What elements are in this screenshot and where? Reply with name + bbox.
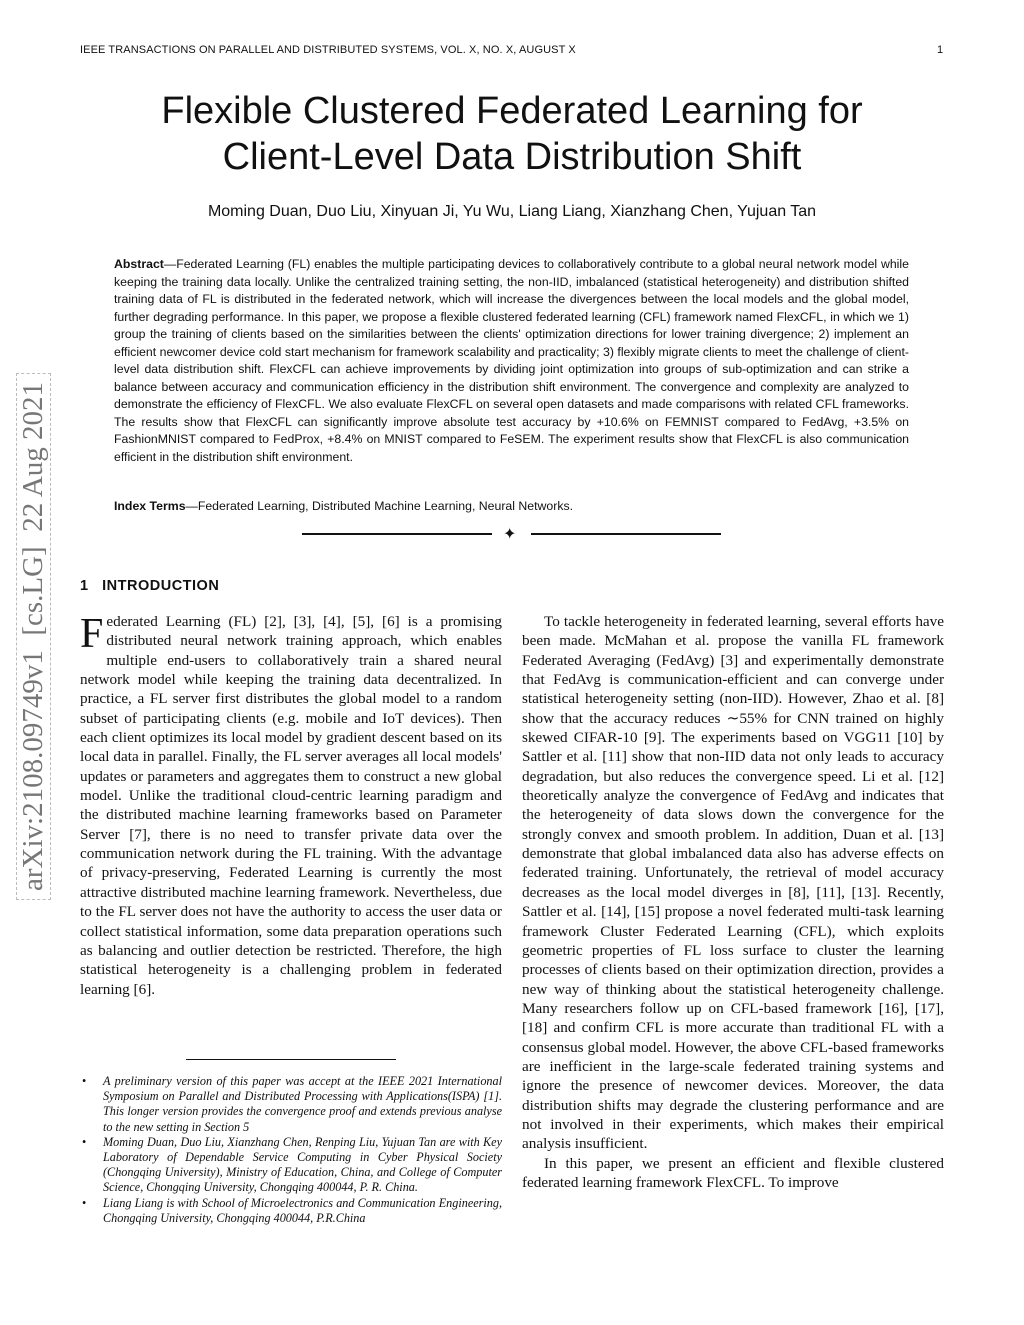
abstract (114, 256, 909, 466)
divider-right (531, 533, 721, 535)
diamond-icon: ✦ (503, 524, 517, 543)
footnote-rule (186, 1059, 396, 1060)
footnotes (80, 1074, 502, 1226)
drop-cap: F (80, 611, 104, 657)
index-terms (114, 499, 909, 513)
divider-left (302, 533, 492, 535)
section-heading: 1 INTRODUCTION (80, 578, 220, 594)
left-column (80, 612, 502, 999)
running-header: IEEE TRANSACTIONS ON PARALLEL AND DISTRIBUTED SYSTEMS, VOL. X, NO. X, AUGUST X (80, 44, 576, 56)
index-terms-text: —Federated Learning, Distributed Machine Learning, Neural Networks. (185, 499, 574, 513)
paragraph: In this paper, we present an efficient and flexible clustered federated learning framework FlexCFL. To improve (522, 1154, 944, 1191)
footnote: • Liang Liang is with School of Microelectronics and Communication Engineering, Chongqing University, Chongqing 400044, P.R.China (80, 1196, 502, 1226)
abstract-label: Abstract (114, 257, 164, 271)
paper-title: Flexible Clustered Federated Learning for Client-Level Data Distribution Shift (161, 90, 863, 178)
paragraph: To tackle heterogeneity in federated learning, several efforts have been made. McMahan et al. propose the vanilla FL framework Federated Averaging (FedAvg) [3] and experimentally demonstrate that FedAvg is communication-efficient and can converge under statistical heterogeneity setting (non-IID). However, Zhao et al. [8] show that the accuracy reduces ∼55% for CNN trained on highly skewed CIFAR-10 [9]. The experiments based on VGG11 [10] by Sattler et al. [11] show that non-IID data not only leads to accuracy degradation, but also reduces the convergence speed. Li et al. [12] theoretically analyze the convergence of FedAvg and indicates that the heterogeneity of data slows down the convergence for the strongly convex and smooth problem. In addition, Duan et al. [13] demonstrate that global imbalanced data also has adverse effects on federated training. Unfortunately, the retrieval of model accuracy decreases as the local model diverges in [8], [11], [13]. Recently, Sattler et al. [14], [15] propose a novel federated multi-task learning framework Cluster Federated Learning (CFL), which exploits geometric properties of FL loss surface to cluster the learning processes of clients based on their optimization direction, provides a new way of thinking about the statistical heterogeneity challenge. Many researchers follow up on CFL-based framework [16], [17], [18] and confirm CFL is more accurate than traditional FL with a consensus global model. However, the above CFL-based frameworks are inefficient in the large-scale federated training systems and ignore the presence of newcomer devices. Moreover, the data distribution shifts may degrade the clustering performance and are not involved in their experiments, which makes their empirical analysis insufficient. (522, 613, 944, 1153)
authors: Moming Duan, Duo Liu, Xinyuan Ji, Yu Wu, Liang Liang, Xianzhang Chen, Yujuan Tan (207, 203, 817, 220)
abstract-text: —Federated Learning (FL) enables the multiple participating devices to collaboratively contribute to a global neural network model while keeping the training data locally. Unlike the centralized training setting, the non-IID, imbalanced (statistical heterogeneity) and distribution shifted training data of FL is distributed in the federated network, which will increase the divergences between the local models and the global model, further degrading performance. In this paper, we propose a flexible clustered federated learning (CFL) framework named FlexCFL, in which we 1) group the training of clients based on the similarities between the clients' optimization directions for lower training divergence; 2) implement an efficient newcomer device cold start mechanism for framework scalability and practicality; 3) flexibly migrate clients to meet the challenge of client-level data distribution shift. FlexCFL can achieve improvements by dividing joint optimization into groups of sub-optimization and can strike a balance between accuracy and communication efficiency in the distribution shift environment. The convergence and complexity are analyzed to demonstrate the efficiency of FlexCFL. We also evaluate FlexCFL on several open datasets and made comparisons with related CFL frameworks. The results show that FlexCFL can significantly improve absolute test accuracy by +10.6% on FEMNIST compared to FedAvg, +3.5% on FashionMNIST compared to FedProx, +8.4% on MNIST compared to FeSEM. The experiment results show that FlexCFL is also communication efficient in the distribution shift environment. (114, 257, 909, 464)
intro-paragraph: ederated Learning (FL) [2], [3], [4], [5], [6] is a promising distributed neural network training approach, which enables multiple end-users to collaboratively train a shared neural network model while keeping the training data decentralized. In practice, a FL server first distributes the global model to a random subset of participating clients (e.g. mobile and IoT devices). Then each client optimizes its local model by gradient descent based on its local data in parallel. Finally, the FL server averages all local models' updates or parameters and aggregates them to construct a new global model. Unlike the traditional cloud-centric learning paradigm and the distributed machine learning frameworks based on Parameter Server [7], there is no need to transfer private data over the communication network during the FL training. With the advantage of privacy-preserving, Federated Learning is currently the most attractive distributed machine learning framework. Nevertheless, due to the FL server does not have the authority to access the user data or collect statistical information, some data preparation operations such as balancing and outlier detection be restricted. Therefore, the high statistical heterogeneity is a challenging problem in federated learning [6]. (80, 613, 502, 998)
arxiv-stamp: arXiv:2108.09749v1 [cs.LG] 22 Aug 2021 (16, 373, 51, 900)
index-terms-label: Index Terms (114, 499, 186, 513)
footnote: • A preliminary version of this paper was accept at the IEEE 2021 International Symposium on Parallel and Distributed Processing with Applications(ISPA) [1]. This longer version provides the convergence proof and extends previous analyse to the new setting in Section 5 (80, 1074, 502, 1135)
footnote: • Moming Duan, Duo Liu, Xianzhang Chen, Renping Liu, Yujuan Tan are with Key Laboratory of Dependable Service Computing in Cyber Physical Society (Chongqing University), Ministry of Education, China, and College of Computer Science, Chongqing University, Chongqing 400044, P. R. China. (80, 1135, 502, 1196)
page-number: 1 (937, 44, 944, 56)
right-column (522, 612, 944, 1192)
